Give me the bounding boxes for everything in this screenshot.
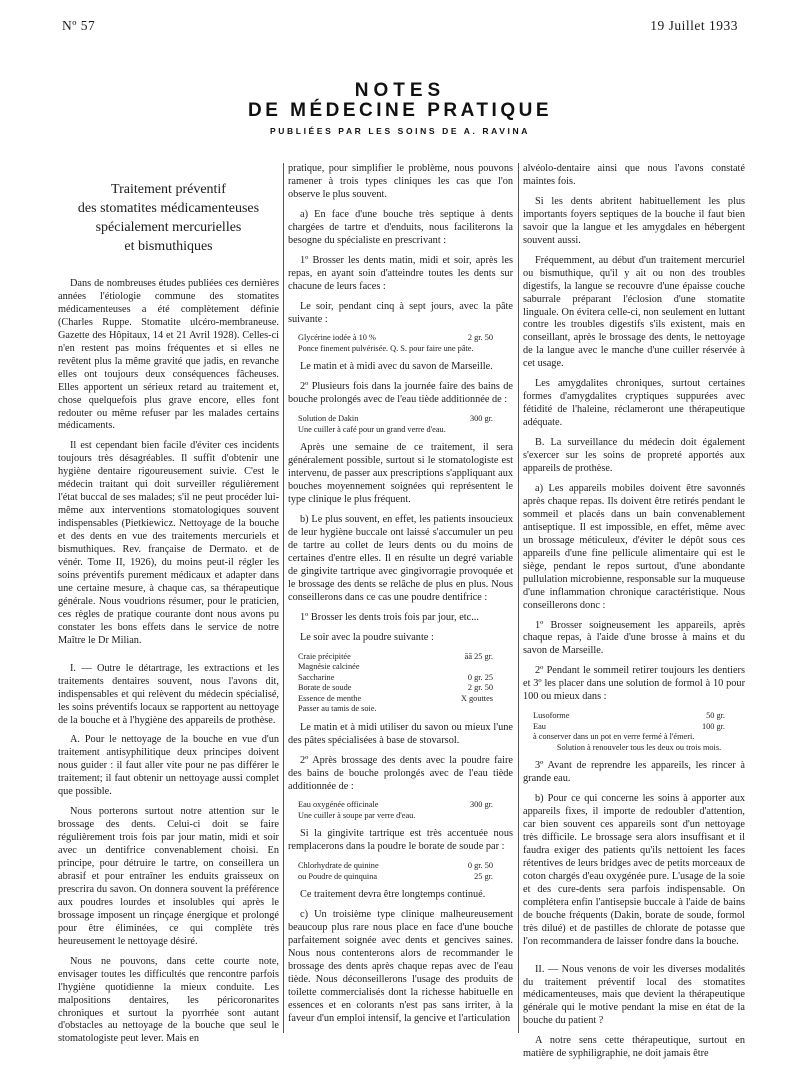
paragraph: B. La surveillance du médecin doit également s'exercer sur les soins de propreté apportés aux appareils de prothèse. <box>523 437 745 475</box>
paragraph: Le soir, pendant cinq à sept jours, avec la pâte suivante : <box>288 300 513 325</box>
prescription-formula: Glycérine iodée à 10 % 2 gr. 50 Ponce finement pulvérisée. Q. S. pour faire une pâte. <box>298 333 493 353</box>
paragraph: a) En face d'une bouche très septique à dents chargées de tartre et d'enduits, nous faciliterons la besogne du spécialiste en prescrivant : <box>288 208 513 246</box>
paragraph: Fréquemment, au début d'un traitement mercuriel ou bismuthique, qu'il y ait ou non des troubles digestifs, la langue se recouvre d'une épaisse couche saburrale préparant l'éclosion d'une stomatite linguale. On évitera celle-ci, non seulement en luttant contre les troubles digestifs s'ils existent, mais en conseillant, après le brossage des dents, le nettoyage de la langue avec le manche d'une cuiller réservée à cet usage. <box>523 254 745 370</box>
masthead-title: NOTES <box>354 80 446 101</box>
paragraph: a) Les appareils mobiles doivent être savonnés après chaque repas. Ils doivent être retirés pendant le sommeil et placés dans un bain convenablement antiseptique. Il est impossible, en effet, même avec un brossage méticuleux, d'éviter le dépôt sous ces appareils d'une fine pellicule alimentaire qui est le siège, pendant le repos surtout, d'une abondante pullulation microbienne, responsable sur la muqueuse d'une inflammation chronique caractéristique. Nous conseillerons donc : <box>523 482 745 611</box>
paragraph: Le matin et à midi avec du savon de Marseille. <box>300 361 493 373</box>
paragraph: A. Pour le nettoyage de la bouche en vue d'un traitement antisyphilitique deux principes doivent nous guider : il faut aller vite pour ne pas différer le traitement; il faut obtenir un nettoyage aussi complet que possible. <box>58 734 279 798</box>
paragraph: b) Pour ce qui concerne les soins à apporter aux appareils fixes, il importe de redoubler d'attention, car bien souvent ces appareils sont d'un nettoyage très difficile. Le brossage sera alors insuffisant et il faudra exiger des patients qu'ils nettoient les faces rétentives de leurs bridges avec de petits morceaux de coton chargés d'eau oxygénée pure. L'usage de la soie et des cure-dents sera parfois indispensable. On complétera enfin l'antisepsie buccale à l'aide de bains de bouche fréquents (Dakin, borate de soude, formol très dilué) et de pastilles de chlorate de potasse que l'on recommandera de laisser fondre dans la bouche. <box>523 793 745 947</box>
paragraph: 2º Plusieurs fois dans la journée faire des bains de bouche prolongés avec de l'eau tiède additionnée de : <box>288 381 513 406</box>
paragraph: c) Un troisième type clinique malheureusement beaucoup plus rare nous place en face d'une bouche parfaitement soignée avec dents et gencives saines. Nous nous contenterons alors de recommander le brossage des dents après chaque repas avec de l'eau tiède. Nous déconseillerons l'usage des produits de toilette commercialisés dont la richesse habituelle en essences et en colorants n'est pas sans irriter, à la faveur d'un emploi intensif, la gencive et l'articulation <box>288 909 513 1024</box>
issue-number: Nº 57 <box>62 18 96 33</box>
masthead-editor: PUBLIÉES PAR LES SOINS DE A. RAVINA <box>270 126 530 136</box>
issue-date: 19 Juillet 1933 <box>650 18 738 33</box>
paragraph: 1º Brosser les dents matin, midi et soir, après les repas, en ayant soin d'atteindre toutes les dents sur chacune de leurs faces : <box>288 254 513 292</box>
paragraph: Après une semaine de ce traitement, il sera généralement possible, surtout si le stomatologiste est intervenu, de passer aux prescriptions s'appliquant aux bouches moyennement soignées qui représentent le type clinique le plus fréquent. <box>288 442 513 506</box>
paragraph: Si les dents abritent habituellement les plus importants foyers septiques de la bouche il faut bien savoir que la langue et les amygdales en hébergent souvent aussi. <box>523 195 745 246</box>
paragraph: Le matin et à midi utiliser du savon ou mieux l'une des pâtes spécialisées à base de stovarsol. <box>288 721 513 746</box>
paragraph: 1º Brosser les dents trois fois par jour, etc... <box>300 611 479 623</box>
paragraph: 2º Après brossage des dents avec la poudre faire des bains de bouche prolongés avec de l'eau tiède additionnée de : <box>288 754 513 792</box>
article-title: Traitement préventif des stomatites médicamenteuses spécialement mercurielles et bismuthiques <box>77 182 260 254</box>
prescription-formula: Solution de Dakin 300 gr. Une cuiller à café pour un grand verre d'eau. <box>298 414 493 434</box>
paragraph: II. — Nous venons de voir les diverses modalités du traitement préventif local des stomatites médicamenteuses, mais que devient la thérapeutique générale qui le motive pendant la mise en état de la bouche du patient ? <box>523 963 745 1027</box>
column-3 <box>523 163 745 1068</box>
prescription-formula: Eau oxygénée officinale 300 gr. Une cuiller à soupe par verre d'eau. <box>298 800 493 820</box>
prescription-formula: Craie précipitée āā 25 gr. Magnésie calcinée Saccharine 0 gr. 25 Borate de soude 2 gr. 50 Essence de menthe X gouttes Passer au tamis de soie. <box>298 651 493 714</box>
paragraph: Les amygdalites chroniques, surtout certaines formes d'amygdalites cryptiques suppurées avec fétidité de l'haleine, réclameront une thérapeutique adéquate. <box>523 378 745 429</box>
paragraph: 2º Pendant le sommeil retirer toujours les dentiers et 3º les placer dans une solution de formol à 10 pour 100 ou mieux dans : <box>523 665 745 703</box>
paragraph: Nous ne pouvons, dans cette courte note, envisager toutes les difficultés que rencontre parfois l'hygiène quotidienne la mieux conduite. Les malpositions dentaires, les péricoronarites chroniques et surtout la pyorrhée sont autant d'obstacles au nettoyage de la bouche que seul le stomatologiste peut lever. Mais en <box>58 955 279 1045</box>
column-rule <box>283 163 284 1033</box>
paragraph: 3º Avant de reprendre les appareils, les rincer à grande eau. <box>523 760 745 785</box>
paragraph: pratique, pour simplifier le problème, nous pouvons ramener à trois types cliniques les cas que l'on observe le plus souvent. <box>288 163 513 200</box>
paragraph: 1º Brosser soigneusement les appareils, après chaque repas, à l'aide d'une brosse à mains et du savon de Marseille. <box>523 619 745 657</box>
prescription-formula: Chlorhydrate de quinine 0 gr. 50 ou Poudre de quinquina 25 gr. <box>298 861 493 881</box>
paragraph: Dans de nombreuses études publiées ces dernières années l'étiologie commune des stomatites médicamenteuses a été complètement définie (Charles Ruppe. Stomatite ulcéro-membraneuse. Gazette des Hôpitaux, 14 et 21 Avril 1928). Celles-ci n'en restent pas moins fréquentes et si elles ne revêtent plus la même gravité que jadis, en revanche elles ont toujours deux conséquences fâcheuses. Elles apportent un sérieux retard au traitement et, chose quelquefois plus grave encore, elles font redouter ou même refuser par les malades certains médicaments. <box>58 278 279 432</box>
column-rule <box>518 163 519 1033</box>
paragraph: A notre sens cette thérapeutique, surtout en matière de syphiligraphie, ne doit jamais être <box>523 1035 745 1060</box>
paragraph: alvéolo-dentaire ainsi que nous l'avons constaté maintes fois. <box>523 163 745 187</box>
paragraph: Ce traitement devra être longtemps continué. <box>300 889 486 901</box>
paragraph: Le soir avec la poudre suivante : <box>300 631 434 643</box>
column-1 <box>58 167 279 1053</box>
paragraph: Si la gingivite tartrique est très accentuée nous remplacerons dans la poudre le borate de soude par : <box>288 828 513 853</box>
column-2 <box>288 163 513 1033</box>
prescription-formula: Lusoforme 50 gr. Eau 100 gr. à conserver dans un pot en verre fermé à l'émeri. Solution à renouveler tous les deux ou trois mois. <box>533 711 725 752</box>
masthead-subtitle: DE MÉDECINE PRATIQUE <box>247 100 552 121</box>
paragraph: I. — Outre le détartrage, les extractions et les traitements dentaires souvent, nous l'avons dit, indispensables et qui relèvent du médecin spécialisé, les soins préventifs locaux se rapportent au nettoyage de la bouche et à l'hygiène des appareils de prothèse. <box>58 662 279 726</box>
paragraph: b) Le plus souvent, en effet, les patients insoucieux de leur hygiène buccale ont laissé s'accumuler un peu de tartre au collet de leurs dents ou du moins de certaines d'entre elles. Il en résulte un degré variable de gingivite tartrique avec gingivorragie provoquée et le brossage des dents se relâche de plus en plus. Nous conseillerons dans ce cas une poudre dentifrice : <box>288 514 513 603</box>
paragraph: Il est cependant bien facile d'éviter ces incidents toujours très désagréables. Il suffit d'obtenir une hygiène dentaire rigoureusement suivie. C'est le médecin traitant qui doit surveiller régulièrement l'état buccal de ses malades; s'il ne peut procéder lui-même aux interventions stomatologiques souvent indispensables (Pietkiewicz. Nettoyage de la bouche et des dents en vue des traitements mercuriels et bismuthiques. Rev. française de Dermato. et de vénér. Tome II, 1926), du moins peut-il régler les soins préventifs purement médicaux et adapter dans une certaine mesure, à chaque cas, sa thérapeutique générale. Nous voudrions résumer, pour le praticien, ces règles de pratique courante dont nous avons pu constater les bons effets dans le service de notre Maître le Dr Milian. <box>58 440 279 646</box>
paragraph: Nous porterons surtout notre attention sur le brossage des dents. Celui-ci doit se faire régulièrement trois fois par jour matin, midi et soir avec un dentifrice convenablement choisi. En principe, pour détruire le tartre, on conseillera un abrasif et pour entraîner les enduits graisseux on prescrira du savon. On donnera souvent la préférence aux poudres lourdes et insolubles qui après le brossage imposent un rinçage énergique et prolongé pour être éliminées, ce qui complète très heureusement le nettoyage désiré. <box>58 806 279 947</box>
